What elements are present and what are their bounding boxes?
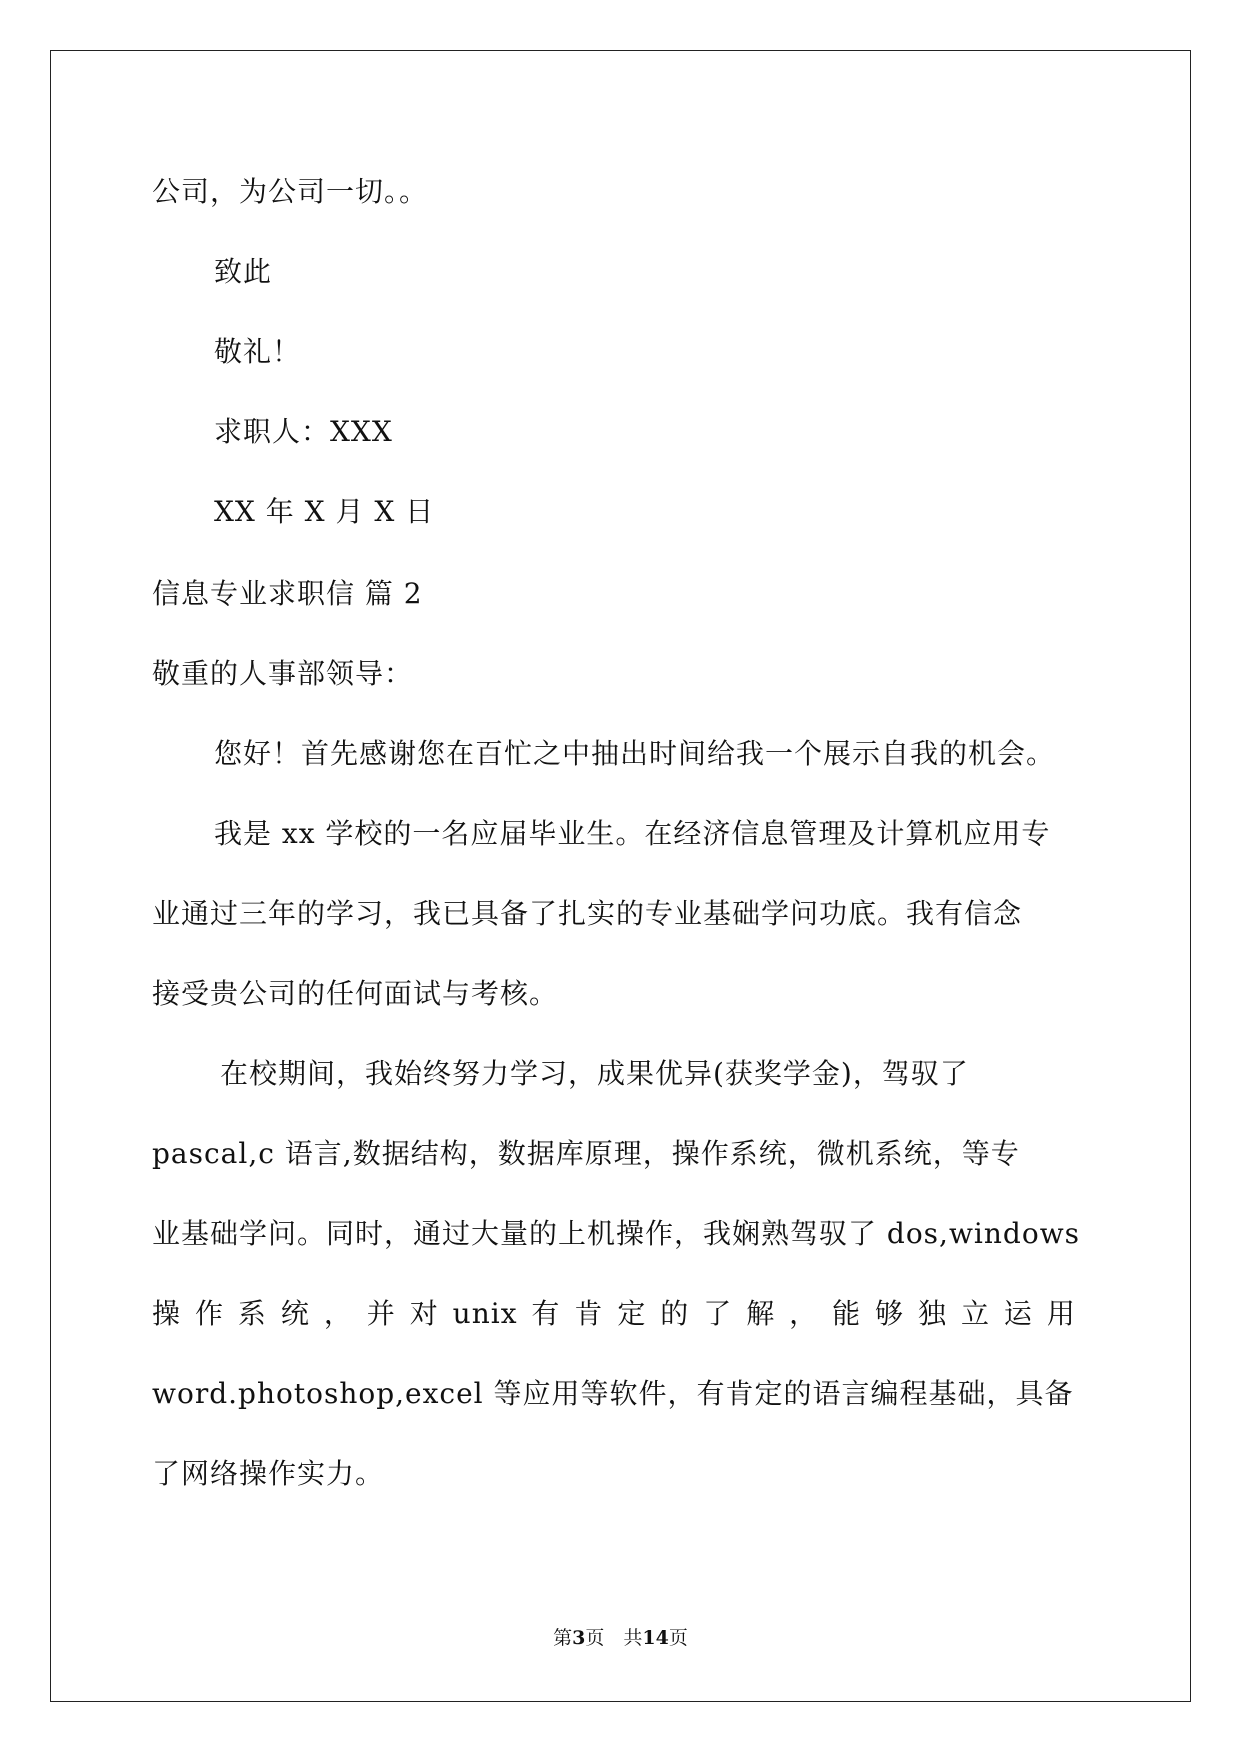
text-line-intro: 我是 xx 学校的一名应届毕业生。在经济信息管理及计算机应用专 bbox=[214, 817, 1051, 850]
section-heading: 信息专业求职信 篇 2 bbox=[152, 577, 423, 610]
text-line-greeting: 您好！首先感谢您在百忙之中抽出时间给我一个展示自我的机会。 bbox=[214, 737, 1056, 770]
word: unix bbox=[452, 1297, 518, 1330]
word: 并 bbox=[366, 1297, 396, 1330]
word: 了 bbox=[703, 1297, 733, 1330]
word: 系 bbox=[237, 1297, 267, 1330]
text-line-study: 在校期间，我始终努力学习，成果优异(获奖学金)，驾驭了 bbox=[220, 1057, 969, 1090]
text-line-intro-2: 业通过三年的学习，我已具备了扎实的专业基础学问功底。我有信念 bbox=[152, 897, 1023, 930]
text-line-1: 公司，为公司一切。。 bbox=[152, 175, 429, 208]
word: ， bbox=[323, 1297, 353, 1330]
footer-prefix: 第 bbox=[553, 1627, 573, 1649]
text-line-study-2: pascal,c 语言,数据结构，数据库原理，操作系统，微机系统，等专 bbox=[152, 1137, 1020, 1170]
text-line-study-3: 业基础学问。同时，通过大量的上机操作，我娴熟驾驭了 dos,windows bbox=[152, 1217, 1081, 1250]
word: 立 bbox=[960, 1297, 990, 1330]
word: 运 bbox=[1003, 1297, 1033, 1330]
word: 定 bbox=[617, 1297, 647, 1330]
word: 独 bbox=[918, 1297, 948, 1330]
footer-mid: 页 共 bbox=[585, 1627, 643, 1649]
word: 对 bbox=[409, 1297, 439, 1330]
word: 能 bbox=[832, 1297, 862, 1330]
word: 肯 bbox=[574, 1297, 604, 1330]
applicant-signature: 求职人：XXX bbox=[214, 415, 393, 448]
closing-salute: 敬礼！ bbox=[214, 335, 302, 368]
word: ， bbox=[789, 1297, 819, 1330]
text-line-study-5: word.photoshop,excel 等应用等软件，有肯定的语言编程基础，具备 bbox=[152, 1377, 1074, 1410]
word: 统 bbox=[280, 1297, 310, 1330]
closing-greeting: 致此 bbox=[214, 255, 273, 288]
letter-date: XX 年 X 月 X 日 bbox=[214, 495, 435, 528]
word: 的 bbox=[660, 1297, 690, 1330]
current-page-number: 3 bbox=[572, 1627, 586, 1649]
text-line-study-6: 了网络操作实力。 bbox=[152, 1457, 385, 1490]
word: 够 bbox=[875, 1297, 905, 1330]
word: 用 bbox=[1046, 1297, 1076, 1330]
total-page-count: 14 bbox=[642, 1627, 669, 1649]
word: 操 bbox=[152, 1297, 182, 1330]
word: 有 bbox=[531, 1297, 561, 1330]
text-line-intro-3: 接受贵公司的任何面试与考核。 bbox=[152, 977, 559, 1010]
text-line-study-4 bbox=[152, 1294, 1076, 1334]
word: 解 bbox=[746, 1297, 776, 1330]
salutation: 敬重的人事部领导： bbox=[152, 657, 414, 690]
footer-suffix: 页 bbox=[668, 1627, 688, 1649]
word: 作 bbox=[194, 1297, 224, 1330]
page-footer bbox=[0, 1626, 1241, 1650]
